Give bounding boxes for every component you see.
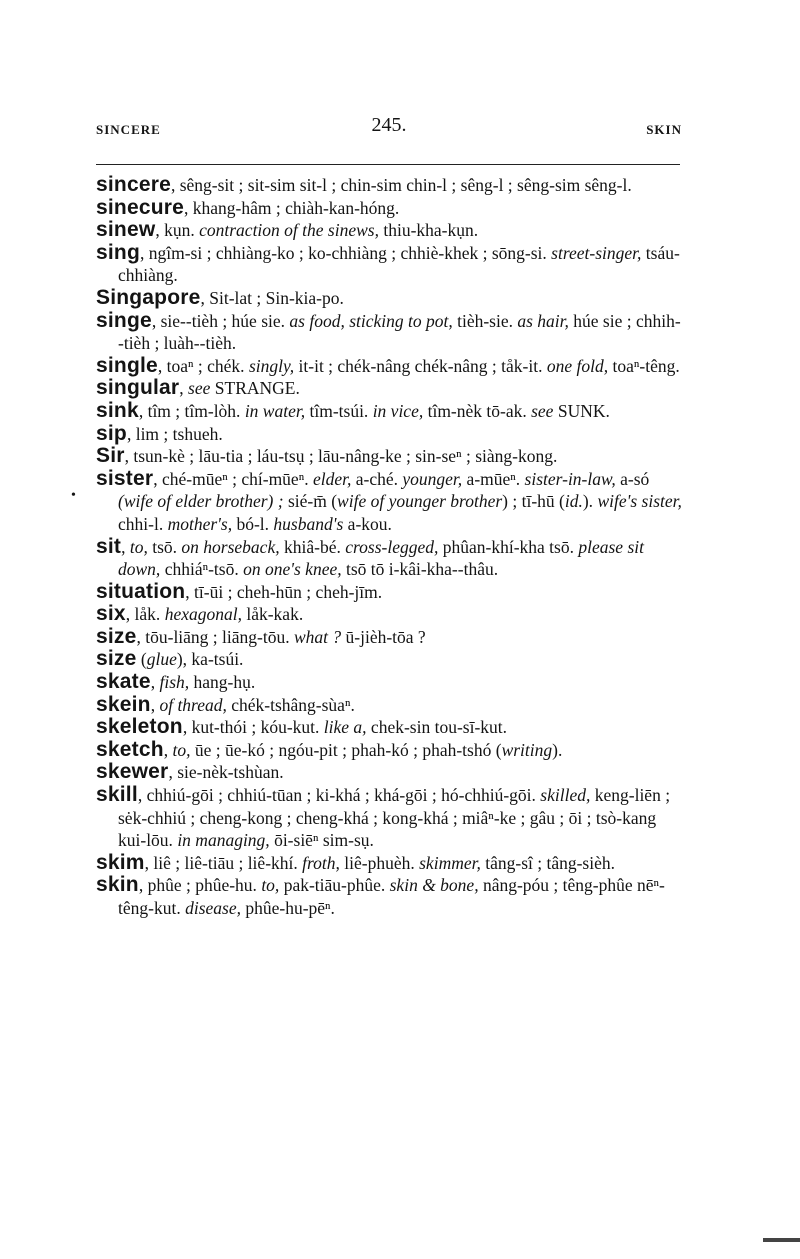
dictionary-entry <box>96 355 684 378</box>
dictionary-entry <box>96 468 684 536</box>
entry-text: a-só <box>615 468 650 489</box>
entry-text: , chhiú-gōi ; chhiú-tūan ; ki-khá ; khá-gōi ; hó-chhiú-gōi. <box>137 785 541 806</box>
entry-headword: skate <box>96 670 151 694</box>
entry-text: , kụn. <box>155 220 200 241</box>
entry-text: låk-kak. <box>241 604 304 625</box>
entry-headword: sinew <box>96 218 156 242</box>
entry-italic-gloss: hexagonal, <box>164 604 242 625</box>
entry-headword: sip <box>96 421 127 445</box>
dictionary-entry <box>96 626 684 649</box>
entry-headword: skein <box>96 692 151 716</box>
dictionary-entry <box>96 852 684 875</box>
dictionary-entry <box>96 287 684 310</box>
entry-text: STRANGE. <box>210 378 300 399</box>
header-rule <box>96 164 680 165</box>
page-number: 245. <box>371 114 407 136</box>
entry-headword: single <box>96 353 158 377</box>
entry-text: tîm-tsúi. <box>305 400 373 421</box>
entry-headword: sinecure <box>96 195 184 219</box>
entry-text: sié-m̄ ( <box>283 491 338 512</box>
entry-italic-gloss: wife of younger brother <box>337 491 503 512</box>
entry-text: tâng-sî ; tâng-sièh. <box>480 852 615 873</box>
entry-text: , ngîm-si ; chhiàng-ko ; ko-chhiàng ; chhiè-khek ; sōng-si. <box>139 242 552 263</box>
entry-text: khiâ-bé. <box>279 536 346 557</box>
dictionary-entry <box>96 174 684 197</box>
entry-text: phûe-hu-pēⁿ. <box>240 898 335 918</box>
header-left-guide-word: SINCERE <box>96 122 161 137</box>
dictionary-entry <box>96 445 684 468</box>
dictionary-entry <box>96 423 684 446</box>
dictionary-entry <box>96 581 684 604</box>
entry-italic-gloss: younger, <box>402 468 463 489</box>
margin-dot: • <box>71 488 76 503</box>
entry-headword: sing <box>96 240 140 264</box>
entry-italic-gloss: like a, <box>323 717 367 738</box>
entry-headword: skim <box>96 850 145 874</box>
entry-italic-gloss: to, <box>261 875 280 896</box>
entry-text: tsáu-chhiàng. <box>118 242 680 286</box>
entry-headword: sink <box>96 398 139 422</box>
entry-text: , tī-ūi ; cheh-hūn ; cheh-jīm. <box>185 581 383 602</box>
entry-text: tîm-nèk tō-ak. <box>423 400 532 421</box>
entry-text: , sie-nèk-tshùan. <box>168 762 284 783</box>
entry-headword: sister <box>96 466 154 490</box>
entry-text: ). <box>582 491 598 512</box>
dictionary-entry <box>96 242 684 287</box>
dictionary-entry <box>96 603 684 626</box>
entry-italic-gloss: glue <box>146 649 177 670</box>
entry-italic-gloss: contraction of the sinews, <box>199 220 379 241</box>
entry-text: , <box>163 739 173 760</box>
entry-italic-gloss: wife's sister, <box>597 491 682 512</box>
entry-italic-gloss: in water, <box>244 400 306 421</box>
entry-italic-gloss: see <box>188 378 211 399</box>
entry-text: , <box>150 672 160 693</box>
entry-text: húe sie ; chhih--tièh ; luàh--tièh. <box>118 310 681 354</box>
dictionary-entry <box>96 739 684 762</box>
entry-italic-gloss: see <box>531 400 554 421</box>
entry-text: SUNK. <box>553 400 610 421</box>
entry-italic-gloss: id. <box>564 491 583 512</box>
entry-italic-gloss: to, <box>129 536 148 557</box>
entry-italic-gloss: of thread, <box>159 694 227 715</box>
entry-text: liê-phuèh. <box>339 852 420 873</box>
entry-italic-gloss: fish, <box>159 672 190 693</box>
entry-text: , kut-thói ; kóu-kut. <box>182 717 324 738</box>
entry-italic-gloss: skilled, <box>540 785 591 806</box>
entry-text: , liê ; liê-tiāu ; liê-khí. <box>144 852 303 873</box>
entry-headword: sketch <box>96 737 164 761</box>
entry-italic-gloss: as hair, <box>517 310 569 331</box>
entry-text: ūe ; ūe-kó ; ngóu-pit ; phah-kó ; phah-tshó ( <box>190 739 502 760</box>
entry-headword: size <box>96 647 137 671</box>
entry-italic-gloss: street-singer, <box>551 242 642 263</box>
entry-text: chhi-l. <box>118 513 168 534</box>
entry-text: , toaⁿ ; chék. <box>157 355 249 376</box>
entry-text: , lim ; tshueh. <box>126 423 223 444</box>
entry-headword: six <box>96 602 126 626</box>
entry-text: bó-l. <box>232 513 274 534</box>
entry-italic-gloss: one fold, <box>546 355 609 376</box>
entry-text: , sêng-sit ; sit-sim sit-l ; chin-sim chin-l ; sêng-l ; sêng-sim sêng-l. <box>170 175 632 195</box>
dictionary-entry <box>96 400 684 423</box>
entry-text: , Sit-lat ; Sin-kia-po. <box>200 287 344 308</box>
entry-text: , tsun-kè ; lāu-tia ; láu-tsụ ; lāu-nâng-ke ; sin-seⁿ ; siàng-kong. <box>124 446 558 467</box>
entry-text: , <box>150 694 160 715</box>
entry-text: chhiáⁿ-tsō. <box>160 559 244 580</box>
entry-italic-gloss: cross-legged, <box>345 536 439 557</box>
entry-headword: situation <box>96 579 186 603</box>
entry-text: ) ; tī-hū ( <box>502 491 565 512</box>
entry-text: a-ché. <box>351 468 403 489</box>
entry-text: a-mūeⁿ. <box>462 468 525 489</box>
scan-edge-mark <box>763 1238 800 1242</box>
entry-list <box>96 174 684 920</box>
entry-headword: singular <box>96 376 180 400</box>
dictionary-entry <box>96 874 684 919</box>
entry-text: chek-sin tou-sī-kut. <box>366 717 508 738</box>
entry-italic-gloss: in vice, <box>372 400 424 421</box>
entry-text: tièh-sie. <box>452 310 518 331</box>
dictionary-entry <box>96 536 684 581</box>
entry-italic-gloss: skin & bone, <box>389 875 479 896</box>
entry-headword: Sir <box>96 444 125 468</box>
entry-italic-gloss: disease, <box>185 898 241 918</box>
dictionary-entry <box>96 694 684 717</box>
dictionary-entry <box>96 219 684 242</box>
entry-text: ū-jièh-tōa ? <box>341 626 426 647</box>
entry-text: , phûe ; phûe-hu. <box>138 875 262 896</box>
entry-italic-gloss: what ? <box>293 626 342 647</box>
entry-headword: singe <box>96 308 152 332</box>
dictionary-entry <box>96 310 684 355</box>
dictionary-entry <box>96 671 684 694</box>
entry-text: , låk. <box>125 604 165 625</box>
entry-italic-gloss: in managing, <box>177 830 270 851</box>
entry-text: , ché-mūeⁿ ; chí-mūeⁿ. <box>153 468 313 489</box>
entry-headword: skill <box>96 783 138 807</box>
entry-text: thiu-kha-kụn. <box>378 220 479 241</box>
entry-headword: sincere <box>96 173 171 196</box>
entry-text: , tōu-liāng ; liāng-tōu. <box>136 626 294 647</box>
dictionary-entry <box>96 716 684 739</box>
entry-text: keng-liēn ; sėk-chhiú ; cheng-kong ; cheng-khá ; kong-khá ; miâⁿ-ke ; gâu ; ōi ; tsò-kang kui-lōu. <box>118 785 671 851</box>
entry-text: hang-hụ. <box>189 672 256 693</box>
header-right-guide-word: SKIN <box>646 122 682 137</box>
entry-text: phûan-khí-kha tsō. <box>438 536 579 557</box>
entry-headword: skewer <box>96 760 169 784</box>
entry-text: , <box>179 378 189 399</box>
dictionary-entry <box>96 377 684 400</box>
dictionary-entry <box>96 761 684 784</box>
entry-text: chék-tshâng-sùaⁿ. <box>226 694 355 715</box>
entry-headword: size <box>96 624 137 648</box>
dictionary-entry <box>96 197 684 220</box>
entry-text: toaⁿ-têng. <box>608 355 680 376</box>
entry-headword: sit <box>96 534 122 558</box>
entry-italic-gloss: elder, <box>312 468 352 489</box>
entry-text: , khang-hâm ; chiàh-kan-hóng. <box>183 197 400 218</box>
entry-headword: Singapore <box>96 285 201 309</box>
entry-italic-gloss: as food, sticking to pot, <box>289 310 453 331</box>
entry-headword: skin <box>96 873 139 897</box>
entry-text: nâng-póu ; têng-phûe nēⁿ-têng-kut. <box>118 875 665 918</box>
entry-italic-gloss: writing <box>501 739 553 760</box>
entry-text: pak-tiāu-phûe. <box>279 875 390 896</box>
entry-text: ( <box>136 649 147 670</box>
entry-text: tsō. <box>147 536 182 557</box>
entry-text: , sie--tièh ; húe sie. <box>151 310 290 331</box>
entry-italic-gloss: to, <box>172 739 191 760</box>
entry-text: ). <box>552 739 563 760</box>
entry-italic-gloss: (wife of elder brother) ; <box>118 491 284 512</box>
entry-text: tsō tō i-kâi-kha--thâu. <box>341 559 499 580</box>
entry-text: ōi-siēⁿ sim-sụ. <box>269 830 374 851</box>
entry-italic-gloss: please sit down, <box>118 536 644 580</box>
entry-italic-gloss: froth, <box>302 852 340 873</box>
entry-italic-gloss: on one's knee, <box>243 559 342 580</box>
entry-text: ), ka-tsúi. <box>176 649 244 670</box>
entry-headword: skeleton <box>96 715 183 739</box>
entry-italic-gloss: mother's, <box>167 513 233 534</box>
entry-italic-gloss: sister-in-law, <box>524 468 616 489</box>
entry-text: a-kou. <box>343 513 392 534</box>
dictionary-entry <box>96 784 684 852</box>
entry-text: , tîm ; tîm-lòh. <box>138 400 245 421</box>
entry-italic-gloss: on horseback, <box>181 536 280 557</box>
entry-italic-gloss: skimmer, <box>419 852 481 873</box>
dictionary-entry <box>96 648 684 671</box>
entry-italic-gloss: husband's <box>273 513 344 534</box>
entry-text: , <box>121 536 130 557</box>
entry-italic-gloss: singly, <box>248 355 295 376</box>
entry-text: it-it ; chék-nâng chék-nâng ; tåk-it. <box>294 355 547 376</box>
running-header <box>96 114 682 142</box>
